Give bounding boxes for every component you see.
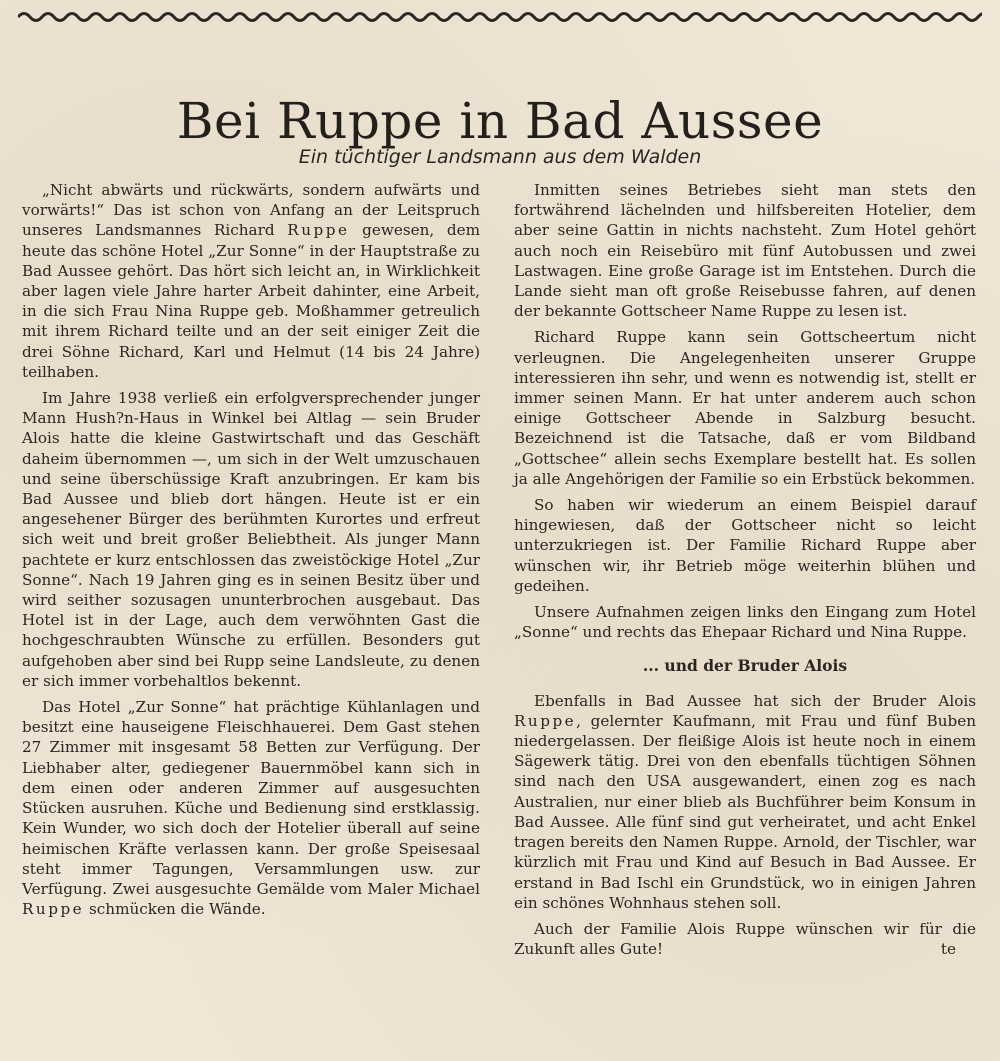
paragraph: So haben wir wiederum an einem Beispiel darauf hingewiesen, daß der Gottscheer nicht so leicht unterzukriegen ist. Der Familie Richard Ruppe aber wünschen wir, ihr Betrieb möge weiterhin blühen und gedeihen. (514, 496, 976, 595)
decorative-border (18, 8, 982, 26)
author-signature: te (940, 940, 956, 959)
paragraph: Das Hotel „Zur Sonne“ hat prächtige Kühlanlagen und besitzt eine hauseigene Fleischhauerei. Dem Gast stehen 27 Zimmer mit insgesamt 58 Betten zur Verfügung. Der Liebhaber alter, gediegener Bauernmöbel kann sich in dem einen oder anderen Zimmer auf ausgesuchten Stücken ausruhen. Küche und Bedienung sind erstklassig. Kein Wunder, wo sich doch der Hotelier überall auf seine heimischen Kräfte verlassen kann. Der große Speisesaal steht immer Tagungen, Versammlungen usw. zur Verfügung. Zwei ausgesuchte Gemälde vom Maler Michael Ruppe schmücken die Wände. (22, 698, 480, 919)
section-subheading: ... und der Bruder Alois (642, 656, 848, 676)
paragraph: Im Jahre 1938 verließ ein erfolgversprechender junger Mann Hush?n-Haus in Winkel bei Altlag — sein Bruder Alois hatte die kleine Gastwirtschaft und das Geschäft daheim übernommen —, um sich in der Welt umzuschauen und seine überschüssige Kraft anzubringen. Er kam bis Bad Aussee und blieb dort hängen. Heute ist er ein angesehener Bürger des berühmten Kurortes und erfreut sich weit und breit großer Beliebtheit. Als junger Mann pachtete er kurz entschlossen das zweistöckige Hotel „Zur Sonne“. Nach 19 Jahren ging es in seinen Besitz über und wird seither sozusagen ununterbrochen ausgebaut. Das Hotel ist in der Lage, auch dem verwöhnten Gast die hochgeschraubten Wünsche zu erfüllen. Besonders gut aufgehoben aber sind bei Rupp seine Landsleute, zu denen er sich immer vorbehaltlos bekennt. (22, 389, 480, 690)
paragraph: Inmitten seines Betriebes sieht man stets den fortwährend lächelnden und hilfsbereiten Hotelier, dem aber seine Gattin in nichts nachsteht. Zum Hotel gehört auch noch ein Reisebüro mit fünf Autobussen und zwei Lastwagen. Eine große Garage ist im Entstehen. Durch die Lande sieht man oft große Reisebusse fahren, auf denen der bekannte Gottscheer Name Ruppe zu lesen ist. (514, 181, 976, 321)
paragraph: Richard Ruppe kann sein Gottscheertum nicht verleugnen. Die Angelegenheiten unserer Gruppe interessieren ihn sehr, und wenn es notwendig ist, stellt er immer seinen Mann. Er hat unter anderem auch schon einige Gottscheer Abende in Salzburg besucht. Bezeichnend ist die Tatsache, daß er vom Bildband „Gottschee“ allein sechs Exemplare bestellt hat. Es sollen ja alle Angehörigen der Familie so ein Erbstück bekommen. (514, 328, 976, 488)
left-column (22, 180, 480, 919)
paragraph: „Nicht abwärts und rückwärts, sondern aufwärts und vorwärts!“ Das ist schon von Anfang an der Leitspruch unseres Landsmannes Richard Ruppe gewesen, dem heute das schöne Hotel „Zur Sonne“ in der Hauptstraße zu Bad Aussee gehört. Das hört sich leicht an, in Wirklichkeit aber lagen viele Jahre harter Arbeit dahinter, eine Arbeit, in die sich Frau Nina Ruppe geb. Moßhammer getreulich mit ihrem Richard teilte und an der seit einiger Zeit die drei Söhne Richard, Karl und Helmut (14 bis 24 Jahre) teilhaben. (22, 181, 480, 381)
paragraph: Auch der Familie Alois Ruppe wünschen wir für die Zukunft alles Gute! te (514, 919, 976, 959)
article-title: Bei Ruppe in Bad Aussee (176, 91, 824, 150)
right-column (514, 180, 976, 959)
paragraph: Unsere Aufnahmen zeigen links den Eingang zum Hotel „Sonne“ und rechts das Ehepaar Richard und Nina Ruppe. (514, 603, 976, 642)
article-subtitle: Ein tüchtiger Landsmann aus dem Walden (298, 146, 702, 168)
paragraph: Ebenfalls in Bad Aussee hat sich der Bruder Alois Ruppe, gelernter Kaufmann, mit Frau und fünf Buben niedergelassen. Der fleißige Alois ist heute noch in einem Sägewerk tätig. Drei von den ebenfalls tüchtigen Söhnen sind nach den USA ausgewandert, einen zog es nach Australien, nur einer blieb als Buchführer beim Konsum in Bad Aussee. Alle fünf sind gut verheiratet, und acht Enkel tragen bereits den Namen Ruppe. Arnold, der Tischler, war kürzlich mit Frau und Kind auf Besuch in Bad Aussee. Er erstand in Bad Ischl ein Grundstück, wo in einigen Jahren ein schönes Wohnhaus stehen soll. (514, 691, 976, 912)
